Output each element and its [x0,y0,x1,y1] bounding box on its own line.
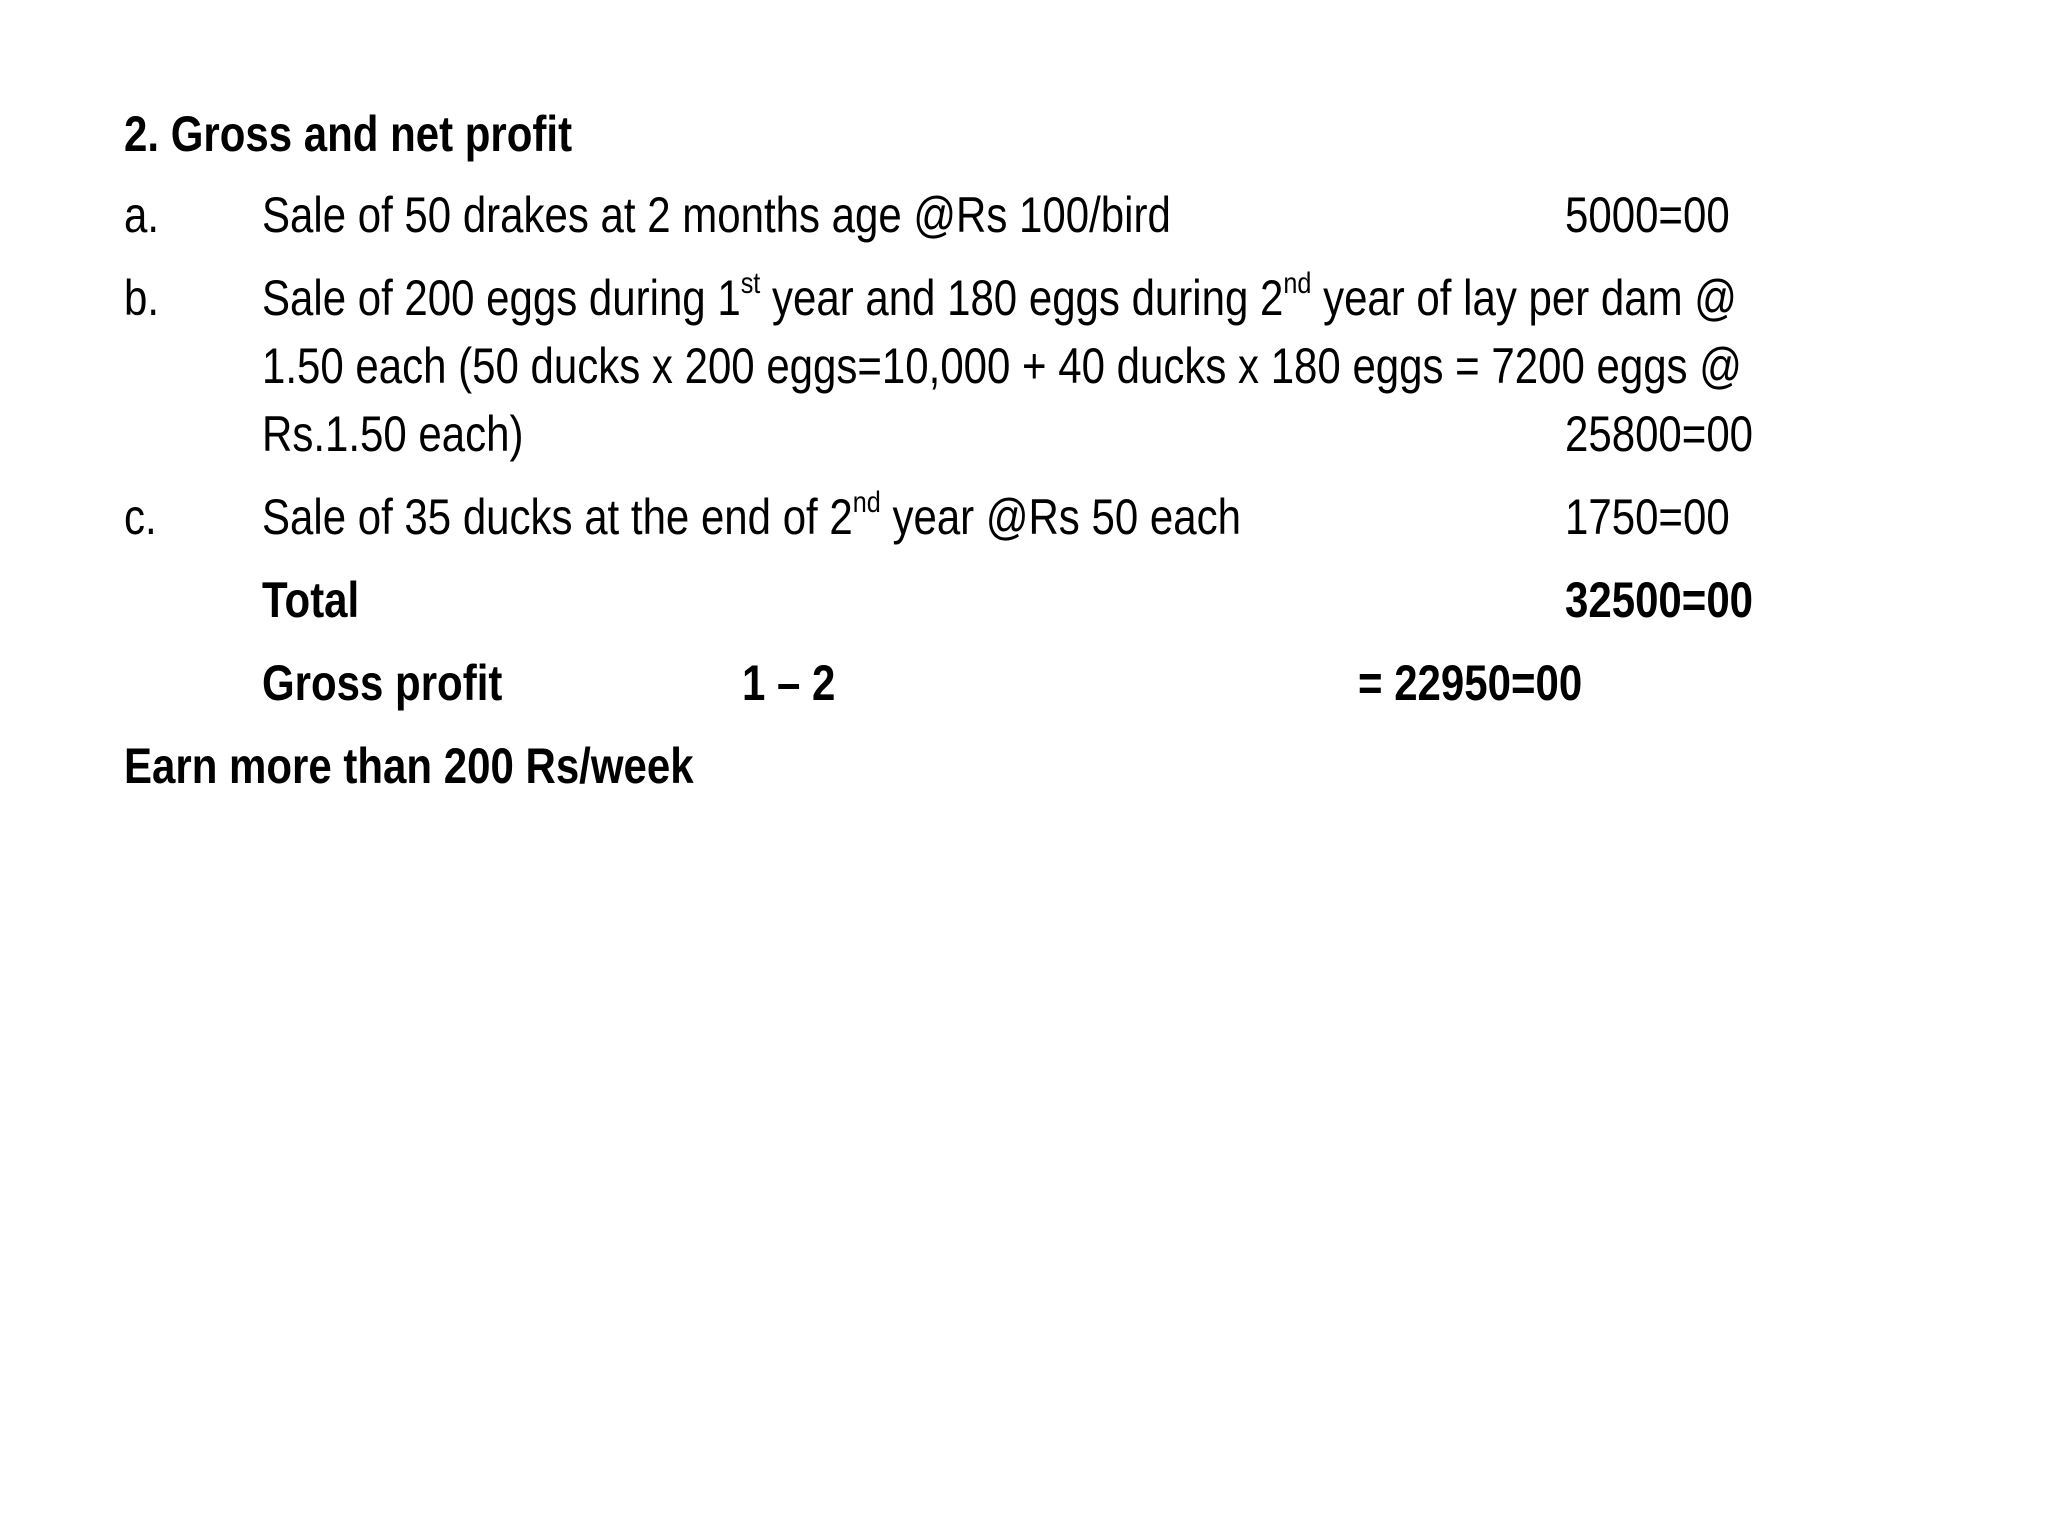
ordinal-suffix-nd: nd [852,486,881,520]
item-c-amount: 1750=00 [1565,489,1730,545]
gross-profit-amount: = 22950=00 [1358,655,1583,711]
item-b-line-1-part-2: year and 180 eggs during 2 [760,270,1284,326]
item-b-line-1 [262,268,1737,328]
ordinal-suffix-st: st [740,267,761,301]
section-heading: 2. Gross and net profit [124,106,573,162]
item-b-line-3: Rs.1.50 each) [262,406,524,462]
item-c-marker: c. [124,489,157,545]
item-b-amount: 25800=00 [1565,406,1754,462]
item-c-text [262,487,1241,547]
item-a-text: Sale of 50 drakes at 2 months age @Rs 100/bird [262,187,1171,243]
total-amount: 32500=00 [1565,572,1754,628]
item-c-text-part-1: Sale of 35 ducks at the end of 2 [262,489,853,545]
earnings-note: Earn more than 200 Rs/week [124,738,694,794]
item-b-line-2: 1.50 each (50 ducks x 200 eggs=10,000 + 40 ducks x 180 eggs = 7200 eggs @ [262,338,1742,394]
item-b-marker: b. [124,270,160,326]
item-c-text-part-2: year @Rs 50 each [880,489,1241,545]
item-b-line-1-part-3: year of lay per dam @ [1311,270,1737,326]
total-label: Total [262,572,360,628]
ordinal-suffix-nd: nd [1283,267,1312,301]
item-b-line-1-part-1: Sale of 200 eggs during 1 [262,270,741,326]
gross-profit-formula: 1 – 2 [742,655,836,711]
gross-profit-label: Gross profit [262,655,503,711]
item-a-marker: a. [124,187,160,243]
item-a-amount: 5000=00 [1565,187,1730,243]
